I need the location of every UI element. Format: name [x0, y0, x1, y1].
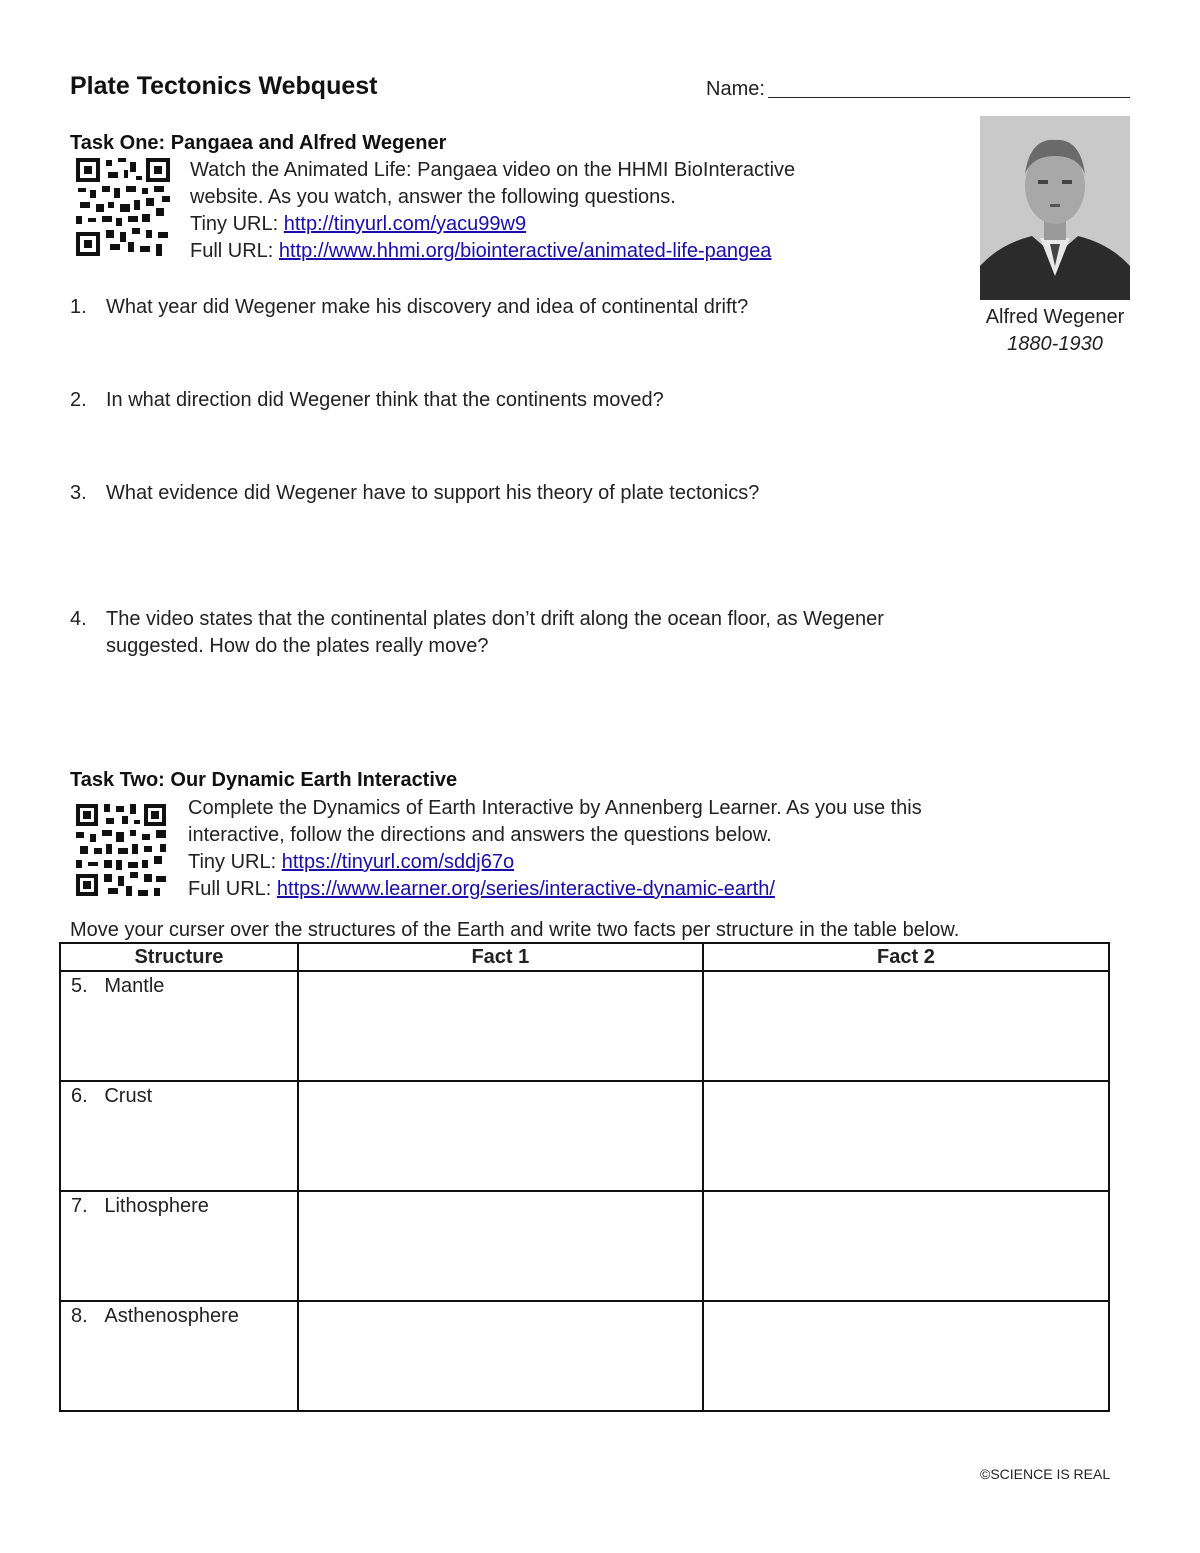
task-two-full-url-row	[188, 876, 922, 903]
structure-name: Mantle	[104, 975, 165, 997]
full-url-label: Full URL:	[190, 240, 279, 262]
question-number: 4.	[70, 608, 87, 630]
task-one-tiny-url-row	[190, 211, 795, 238]
table-row	[60, 1191, 1109, 1301]
question-number: 1.	[70, 296, 87, 318]
fact-1-cell[interactable]	[298, 971, 703, 1081]
table-row	[60, 1081, 1109, 1191]
fact-2-cell[interactable]	[703, 1081, 1109, 1191]
portrait-caption-years: 1880-1930	[1007, 333, 1103, 355]
wegener-portrait	[980, 116, 1130, 300]
fact-2-cell[interactable]	[703, 971, 1109, 1081]
table-instruction: Move your curser over the structures of the Earth and write two facts per structure in the table below.	[70, 919, 960, 941]
structure-name: Crust	[104, 1085, 153, 1107]
qr-code-icon[interactable]	[76, 804, 166, 896]
fact-2-cell[interactable]	[703, 1301, 1109, 1411]
row-number: 5.	[71, 975, 88, 997]
table-header-row	[60, 943, 1109, 971]
qr-code-icon[interactable]	[76, 158, 170, 256]
structure-name: Asthenosphere	[104, 1305, 239, 1327]
structure-cell	[60, 1191, 298, 1301]
task-two-heading: Task Two: Our Dynamic Earth Interactive	[70, 769, 458, 791]
question-text: The video states that the continental plates don’t drift along the ocean floor, as Wegener	[106, 608, 884, 630]
task-one-full-url-row	[190, 238, 795, 265]
copyright-footer: ©SCIENCE IS REAL	[980, 1466, 1111, 1482]
fact-1-cell[interactable]	[298, 1081, 703, 1191]
portrait-caption-name: Alfred Wegener	[985, 306, 1125, 328]
tiny-url-link[interactable]: https://tinyurl.com/sddj67o	[281, 851, 515, 873]
name-label: Name:	[706, 78, 765, 100]
tiny-url-label: Tiny URL:	[188, 851, 282, 873]
row-number: 7.	[71, 1195, 88, 1217]
tiny-url-link[interactable]: http://tinyurl.com/yacu99w9	[283, 213, 527, 235]
table-row	[60, 1301, 1109, 1411]
task-two-intro-line1: Complete the Dynamics of Earth Interactive by Annenberg Learner. As you use this	[188, 797, 922, 819]
task-one-intro-line2: website. As you watch, answer the following questions.	[190, 186, 676, 208]
column-header-fact-1: Fact 1	[298, 943, 703, 971]
structure-cell	[60, 1301, 298, 1411]
row-number: 8.	[71, 1305, 88, 1327]
question-text: What year did Wegener make his discovery and idea of continental drift?	[106, 296, 749, 318]
structure-name: Lithosphere	[104, 1195, 209, 1217]
task-two-tiny-url-row	[188, 849, 922, 876]
question-text: suggested. How do the plates really move?	[106, 635, 489, 657]
task-one-intro-line1: Watch the Animated Life: Pangaea video on the HHMI BioInteractive	[190, 159, 796, 181]
full-url-label: Full URL:	[188, 878, 277, 900]
page-title: Plate Tectonics Webquest	[70, 72, 378, 100]
question-text: What evidence did Wegener have to support his theory of plate tectonics?	[106, 482, 760, 504]
column-header-structure: Structure	[60, 943, 298, 971]
name-field[interactable]	[768, 97, 1130, 98]
question-number: 2.	[70, 389, 87, 411]
task-one-heading: Task One: Pangaea and Alfred Wegener	[70, 132, 447, 154]
task-two-intro-line2: interactive, follow the directions and answers the questions below.	[188, 824, 772, 846]
question-text: In what direction did Wegener think that the continents moved?	[106, 389, 664, 411]
row-number: 6.	[71, 1085, 88, 1107]
full-url-link[interactable]: https://www.learner.org/series/interactive-dynamic-earth/	[276, 878, 775, 900]
column-header-fact-2: Fact 2	[703, 943, 1109, 971]
fact-1-cell[interactable]	[298, 1301, 703, 1411]
structure-cell	[60, 1081, 298, 1191]
table-row	[60, 971, 1109, 1081]
structures-table	[59, 942, 1110, 1412]
tiny-url-label: Tiny URL:	[190, 213, 284, 235]
fact-1-cell[interactable]	[298, 1191, 703, 1301]
full-url-link[interactable]: http://www.hhmi.org/biointeractive/animated-life-pangea	[278, 240, 772, 262]
question-number: 3.	[70, 482, 87, 504]
fact-2-cell[interactable]	[703, 1191, 1109, 1301]
structure-cell	[60, 971, 298, 1081]
